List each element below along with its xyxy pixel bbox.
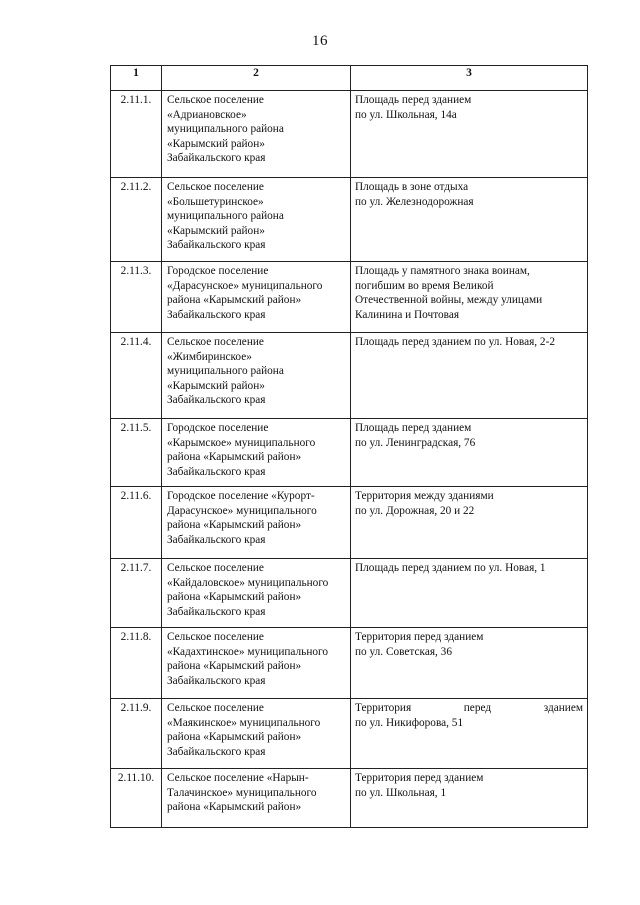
- settlement-cell: [162, 419, 351, 487]
- table-row: [111, 559, 588, 628]
- place-cell: [351, 91, 588, 178]
- settlement-line: «Дарасунское» муниципального: [167, 279, 323, 292]
- settlement-line: «Маякинское» муниципального: [167, 716, 321, 729]
- settlement-line: «Большетуринское»: [167, 195, 264, 208]
- header-col-1: 1: [111, 66, 162, 91]
- settlement-line: района «Карымский район»: [167, 731, 302, 744]
- settlement-line: Дарасунское» муниципального: [167, 504, 317, 517]
- settlement-line: Забайкальского края: [167, 465, 266, 478]
- row-number: 2.11.8.: [111, 628, 162, 699]
- table-row: [111, 699, 588, 769]
- place-word: зданием: [543, 702, 583, 714]
- table-row: [111, 91, 588, 178]
- place-cell: [351, 487, 588, 559]
- row-number: 2.11.2.: [111, 178, 162, 262]
- settlement-cell: [162, 333, 351, 419]
- place-line: Площадь у памятного знака воинам,: [355, 265, 530, 277]
- settlement-line: Забайкальского края: [167, 745, 266, 758]
- settlement-line: Забайкальского края: [167, 152, 266, 165]
- settlement-line: Сельское поселение: [167, 562, 264, 574]
- settlement-line: района «Карымский район»: [167, 591, 302, 604]
- settlement-cell: [162, 262, 351, 333]
- settlement-cell: [162, 487, 351, 559]
- row-number: 2.11.3.: [111, 262, 162, 333]
- place-line: Отечественной войны, между улицами: [355, 294, 543, 307]
- place-line: Территория перед зданием: [355, 772, 484, 784]
- settlement-line: Забайкальского края: [167, 394, 266, 407]
- place-cell: [351, 419, 588, 487]
- settlement-line: Талачинское» муниципального: [167, 786, 317, 799]
- settlement-line: Сельское поселение: [167, 631, 264, 643]
- settlement-line: района «Карымский район»: [167, 451, 302, 464]
- settlement-cell: [162, 628, 351, 699]
- place-line: Площадь перед зданием по ул. Новая, 2-2: [355, 336, 555, 348]
- place-cell: [351, 262, 588, 333]
- settlement-line: района «Карымский район»: [167, 660, 302, 673]
- settlements-table: [110, 65, 588, 828]
- table-row: [111, 628, 588, 699]
- settlement-cell: [162, 699, 351, 769]
- place-line: по ул. Школьная, 1: [355, 786, 447, 799]
- settlement-line: «Карымский район»: [167, 224, 265, 237]
- place-line: Площадь перед зданием: [355, 422, 472, 434]
- table-header-row: [111, 66, 588, 91]
- place-line: Калинина и Почтовая: [355, 308, 460, 321]
- settlement-line: «Карымский район»: [167, 137, 265, 150]
- place-line: Площадь перед зданием по ул. Новая, 1: [355, 562, 546, 574]
- settlement-line: Сельское поселение «Нарын-: [167, 772, 309, 784]
- place-word: Территория: [355, 702, 412, 714]
- settlement-line: «Карымский район»: [167, 379, 265, 392]
- place-cell: [351, 559, 588, 628]
- settlement-line: района «Карымский район»: [167, 519, 302, 532]
- place-line: по ул. Школьная, 14а: [355, 108, 457, 121]
- place-line: по ул. Советская, 36: [355, 645, 452, 658]
- settlement-line: Сельское поселение: [167, 336, 264, 348]
- row-number: 2.11.1.: [111, 91, 162, 178]
- place-cell: [351, 178, 588, 262]
- page-number: 16: [312, 33, 328, 49]
- place-line: по ул. Железнодорожная: [355, 195, 474, 208]
- settlement-line: «Кайдаловское» муниципального: [167, 576, 329, 589]
- row-number: 2.11.4.: [111, 333, 162, 419]
- row-number: 2.11.7.: [111, 559, 162, 628]
- settlement-line: Сельское поселение: [167, 702, 264, 714]
- header-col-3: 3: [351, 66, 588, 91]
- settlement-line: муниципального района: [167, 210, 284, 223]
- row-number: 2.11.6.: [111, 487, 162, 559]
- settlement-line: Городское поселение «Курорт-: [167, 490, 315, 502]
- table-row: [111, 178, 588, 262]
- row-number: 2.11.10.: [111, 769, 162, 828]
- row-number: 2.11.5.: [111, 419, 162, 487]
- place-line: погибшим во время Великой: [355, 279, 494, 292]
- table-row: [111, 769, 588, 828]
- place-cell: [351, 628, 588, 699]
- place-justified-line: [355, 701, 585, 716]
- settlement-line: Забайкальского края: [167, 533, 266, 546]
- settlement-line: Городское поселение: [167, 422, 269, 434]
- settlement-line: Сельское поселение: [167, 181, 264, 193]
- place-line: Площадь в зоне отдыха: [355, 181, 469, 193]
- settlement-line: «Карымское» муниципального: [167, 436, 316, 449]
- place-line: Площадь перед зданием: [355, 94, 472, 106]
- place-cell: [351, 769, 588, 828]
- header-col-2: 2: [162, 66, 351, 91]
- settlement-line: Сельское поселение: [167, 94, 264, 106]
- settlement-cell: [162, 91, 351, 178]
- table-row: [111, 262, 588, 333]
- table-row: [111, 333, 588, 419]
- place-line: по ул. Дорожная, 20 и 22: [355, 504, 475, 517]
- place-line: Территория перед зданием: [355, 631, 484, 643]
- settlement-cell: [162, 769, 351, 828]
- settlement-line: Забайкальского края: [167, 308, 266, 321]
- settlement-line: «Кадахтинское» муниципального: [167, 645, 329, 658]
- place-line: Территория между зданиями: [355, 490, 494, 502]
- settlement-cell: [162, 178, 351, 262]
- settlement-cell: [162, 559, 351, 628]
- settlement-line: муниципального района: [167, 123, 284, 136]
- settlement-line: Забайкальского края: [167, 674, 266, 687]
- table-row: [111, 419, 588, 487]
- settlement-line: района «Карымский район»: [167, 801, 302, 814]
- table-row: [111, 487, 588, 559]
- settlement-line: «Жимбиринское»: [167, 350, 252, 363]
- settlement-line: Забайкальского края: [167, 239, 266, 252]
- settlement-line: «Адриановское»: [167, 108, 247, 121]
- place-line: по ул. Никифорова, 51: [355, 716, 464, 729]
- row-number: 2.11.9.: [111, 699, 162, 769]
- place-cell: [351, 699, 588, 769]
- settlement-line: Забайкальского края: [167, 605, 266, 618]
- place-word: перед: [463, 702, 492, 714]
- settlement-line: муниципального района: [167, 365, 284, 378]
- settlement-line: района «Карымский район»: [167, 294, 302, 307]
- place-line: по ул. Ленинградская, 76: [355, 436, 476, 449]
- place-cell: [351, 333, 588, 419]
- settlement-line: Городское поселение: [167, 265, 269, 277]
